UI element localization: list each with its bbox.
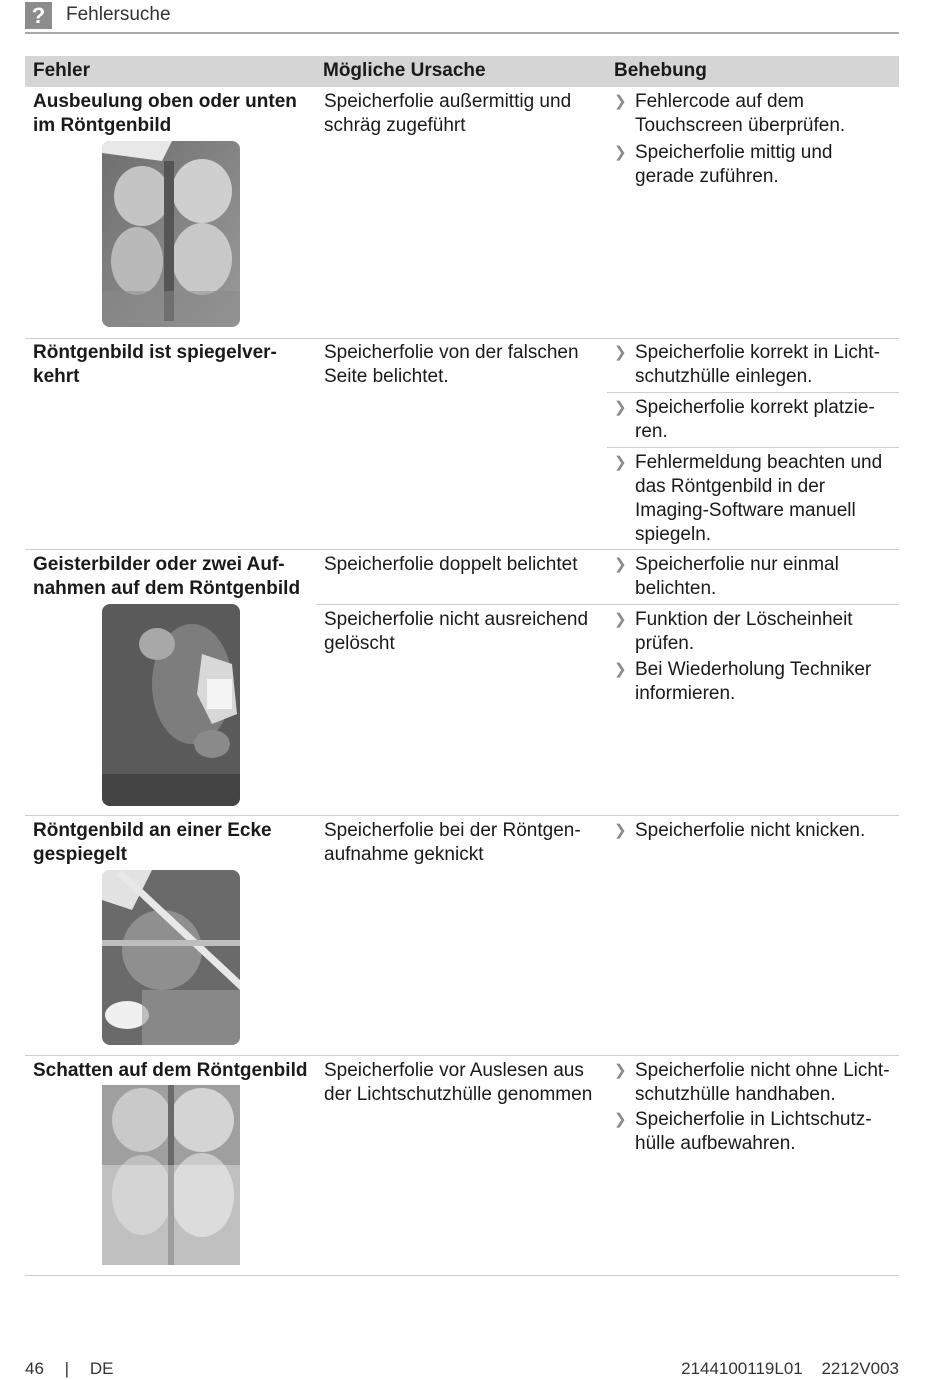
row-3-fix-1: ❯ Speicherfolie nur einmal belichten. xyxy=(614,554,839,599)
row-3-error: Geisterbilder oder zwei Auf-nahmen auf dem Röntgenbild xyxy=(33,554,301,599)
page-header xyxy=(25,0,899,34)
chevron-icon: ❯ xyxy=(614,1111,627,1128)
section-title: Fehlersuche xyxy=(66,4,171,25)
chevron-icon: ❯ xyxy=(614,144,627,161)
row-2-error: Röntgenbild ist spiegelver-kehrt xyxy=(33,342,277,387)
row-5-fix-1: ❯ Speicherfolie nicht ohne Licht-schutzhülle handhaben. xyxy=(614,1060,890,1105)
row-separator xyxy=(25,1055,899,1056)
row-2-fix-3: ❯ Fehlermeldung beachten und das Röntgenbild in der Imaging-Software manuell spiegeln. xyxy=(614,452,883,545)
row-1-error: Ausbeulung oben oder unten im Röntgenbild xyxy=(33,91,297,136)
fix-separator xyxy=(607,392,899,393)
xray-image-bulge xyxy=(102,141,240,327)
xray-image-corner-folded xyxy=(102,870,240,1045)
page-number: 46 xyxy=(25,1359,44,1378)
row-separator xyxy=(25,549,899,550)
chevron-icon: ❯ xyxy=(614,661,627,678)
chevron-icon: ❯ xyxy=(614,454,627,471)
table-header xyxy=(25,56,899,87)
row-separator xyxy=(25,1275,899,1276)
language-code: DE xyxy=(89,1359,114,1378)
xray-image-shadow xyxy=(102,1085,240,1265)
chevron-icon: ❯ xyxy=(614,93,627,110)
row-3-fix-3: ❯ Bei Wiederholung Techniker informieren. xyxy=(614,659,872,704)
chevron-icon: ❯ xyxy=(614,611,627,628)
page-footer-right xyxy=(681,1357,899,1380)
chevron-icon: ❯ xyxy=(614,556,627,573)
chevron-icon: ❯ xyxy=(614,344,627,361)
row-5-fix-2: ❯ Speicherfolie in Lichtschutz-hülle aufbewahren. xyxy=(614,1109,872,1154)
row-4-error: Röntgenbild an einer Ecke gespiegelt xyxy=(33,820,272,865)
chevron-icon: ❯ xyxy=(614,399,627,416)
row-2-fix-2: ❯ Speicherfolie korrekt platzie-ren. xyxy=(614,397,875,442)
row-separator xyxy=(25,338,899,339)
row-5-cause: Speicherfolie vor Auslesen aus der Lichtschutzhülle genommen xyxy=(324,1060,593,1105)
footer-separator: | xyxy=(64,1359,70,1378)
row-3-cause-2: Speicherfolie nicht ausreichend gelöscht xyxy=(324,609,589,654)
document-version: 2212V003 xyxy=(821,1359,899,1378)
row-2-cause: Speicherfolie von der falschen Seite belichtet. xyxy=(324,342,579,387)
row-1-cause: Speicherfolie außermittig und schräg zugeführt xyxy=(324,91,572,136)
column-header-error: Fehler xyxy=(33,60,91,81)
row-3-fix-2: ❯ Funktion der Löscheinheit prüfen. xyxy=(614,609,853,654)
row-4-fix-1: ❯ Speicherfolie nicht knicken. xyxy=(614,820,866,841)
row-separator xyxy=(25,815,899,816)
chevron-icon: ❯ xyxy=(614,1062,627,1079)
document-id: 2144100119L01 xyxy=(681,1359,803,1378)
cause-separator xyxy=(316,604,899,605)
question-icon: ? xyxy=(25,2,52,29)
row-3-cause-1: Speicherfolie doppelt belichtet xyxy=(324,554,578,575)
row-2-fix-1: ❯ Speicherfolie korrekt in Licht-schutzhülle einlegen. xyxy=(614,342,880,387)
xray-image-ghost xyxy=(102,604,240,806)
column-header-fix: Behebung xyxy=(614,60,707,81)
row-1-fix-1: ❯ Fehlercode auf dem Touchscreen überprüfen. xyxy=(614,91,846,136)
page-footer-left xyxy=(25,1357,113,1380)
column-header-cause: Mögliche Ursache xyxy=(323,60,486,81)
fix-separator xyxy=(607,447,899,448)
row-1-fix-2: ❯ Speicherfolie mittig und gerade zuführen. xyxy=(614,142,833,187)
row-4-cause: Speicherfolie bei der Röntgen-aufnahme geknickt xyxy=(324,820,581,865)
chevron-icon: ❯ xyxy=(614,822,627,839)
row-5-error: Schatten auf dem Röntgenbild xyxy=(33,1060,308,1081)
